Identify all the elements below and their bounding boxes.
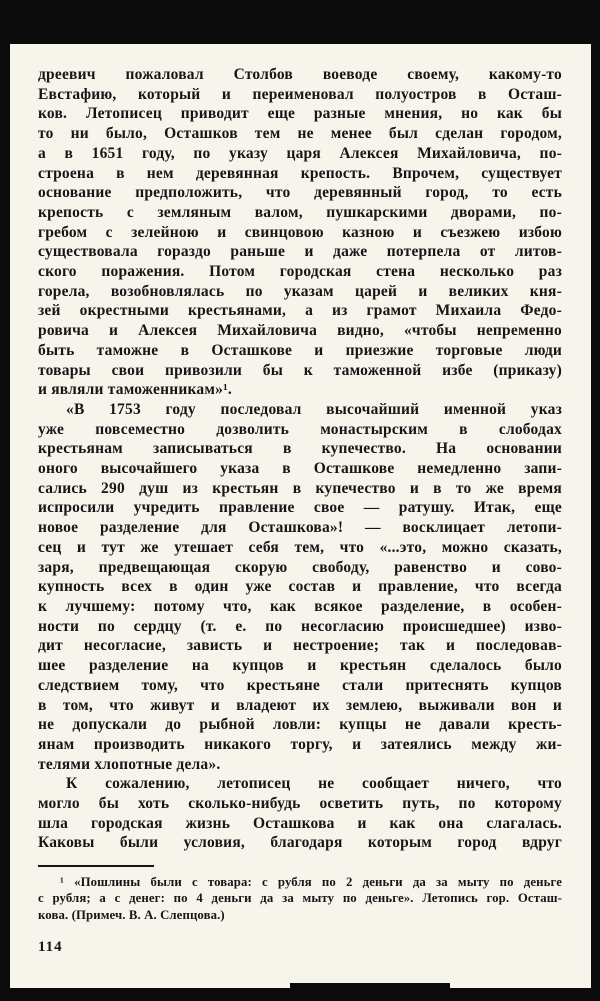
text-line: Евстафию, который и переименовал полуостров в Осташ- — [38, 85, 562, 103]
text-line: существовала гораздо раньше и даже потерпела от литов- — [38, 243, 562, 261]
scan-artifact — [290, 983, 450, 992]
text-line: а в 1651 году, по указу царя Алексея Михайловича, по- — [38, 144, 562, 162]
text-line: зей окрестными крестьянами, а из грамот Михаила Федо- — [38, 302, 562, 320]
text-line: шла городская жизнь Осташкова и как она слагалась. — [38, 814, 562, 832]
text-line: испросили учредить правление свое — ратушу. Итак, еще — [38, 499, 562, 517]
text-line: ности по сердцу (т. е. по несогласию происшедшее) изво- — [38, 617, 562, 635]
text-line: с рубля; а с денег: по 4 деньги да за мыту по деньге». Летопись гор. Осташ- — [38, 891, 562, 906]
text-line: Каковы были условия, благодаря которым город вдруг — [38, 834, 562, 852]
text-line: кова. (Примеч. В. А. Слепцова.) — [38, 907, 225, 922]
text-line: телями хлопотные дела». — [38, 755, 221, 773]
text-line: в том, что живут и владеют их землею, выживали вон и — [38, 696, 562, 714]
text-line: К сожалению, летописец не сообщает ничего, что — [66, 775, 562, 793]
text-line: к лучшему: потому что, как всякое разделение, в особен- — [38, 597, 562, 615]
text-line: сались 290 душ из крестьян в купечество и в то же время — [38, 479, 562, 497]
text-line: строена в нем деревянная крепость. Впрочем, существует — [38, 164, 562, 182]
text-line: ровича и Алексея Михайловича видно, «чтобы непременно — [38, 322, 562, 340]
main-text — [10, 44, 591, 853]
footnote — [10, 867, 591, 923]
text-line: «В 1753 году последовал высочайший именной указ — [66, 400, 562, 418]
text-line: быть таможне в Осташкове и приезжие торговые люди — [38, 341, 562, 359]
text-line: основание предположить, что деревянный город, то есть — [38, 184, 562, 202]
text-line: новое разделение для Осташкова»! — восклицает летопи- — [38, 519, 562, 537]
text-line: шее разделение на купцов и крестьян сделалось было — [38, 657, 562, 675]
text-line: оного высочайшего указа в Осташкове немедленно запи- — [38, 460, 562, 478]
page-number: 114 — [38, 938, 63, 955]
text-line: крепость с земляным валом, пушкарскими дворами, по- — [38, 203, 562, 221]
text-line: дреевич пожаловал Столбов воеводе своему, какому-то — [38, 66, 562, 83]
text-line: ¹ «Пошлины были с товара: с рубля по 2 деньги да за мыту по деньге — [60, 875, 562, 890]
text-line: дит несогласие, зависть и нестроение; так и последовав- — [38, 637, 562, 655]
text-line: горела, возобновлялась по указам царей и великих кня- — [38, 282, 562, 300]
text-line: уже повсеместно дозволить монастырским в слободах — [38, 420, 562, 438]
text-line: гребом с зелейною и свинцовою казною и съезжею избою — [38, 223, 562, 241]
book-page — [10, 44, 591, 988]
text-line: не допускали до рыбной ловли: купцы не давали кресть- — [38, 716, 562, 734]
text-line: следствием тому, что крестьяне стали притеснять купцов — [38, 676, 562, 694]
text-line: могло бы хоть сколько-нибудь осветить путь, по которому — [38, 795, 562, 813]
text-line: то ни было, Осташков тем не менее был сделан городом, — [38, 125, 562, 143]
text-line: ского поражения. Потом городская стена несколько раз — [38, 263, 562, 281]
text-line: заря, предвещающая скорую свободу, равенство и сово- — [38, 558, 562, 576]
text-line: ков. Летописец приводит еще разные мнения, но как бы — [38, 105, 562, 123]
text-line: сец и тут же утешает себя тем, что «...это, можно сказать, — [38, 538, 562, 556]
text-line: купность всех в один уже состав и правление, что всегда — [38, 578, 562, 596]
text-line: и являли таможенникам»¹. — [38, 381, 232, 399]
text-line: товары свои привозили бы к таможенной избе (приказу) — [38, 361, 562, 379]
text-line: крестьянам записываться в купечество. На основании — [38, 440, 562, 458]
text-line: янам производить никакого торгу, и затеялись между жи- — [38, 735, 562, 753]
